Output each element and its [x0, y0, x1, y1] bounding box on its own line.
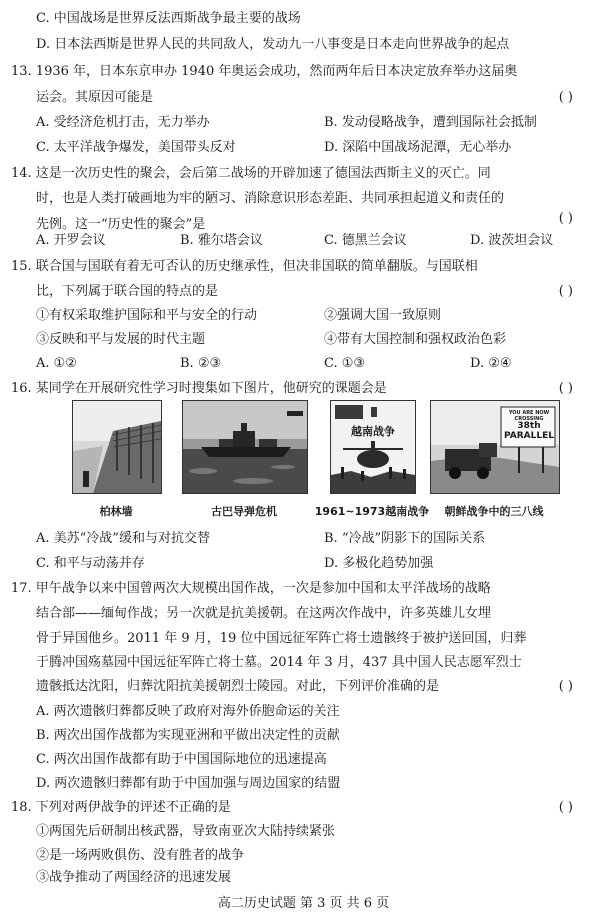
q15-answer-paren: ( ): [558, 284, 573, 299]
q15-stem-line-1: 15. 联合国与国联有着无可否认的历史继承性，但决非国联的简单翻版。与国联相: [11, 259, 478, 274]
caption-vietnam-war: 1961~1973越南战争: [314, 505, 430, 518]
q15-item-3: ③反映和平与发展的时代主题: [36, 332, 206, 347]
q12-option-d: D. 日本法西斯是世界人民的共同敌人，发动九一八事变是日本走向世界战争的起点: [36, 37, 510, 52]
q16-option-d: D. 多极化趋势加强: [324, 556, 434, 571]
q16-option-b: B. “冷战”阴影下的国际关系: [324, 531, 486, 546]
q18-item-1: ①两国先后研制出核武器，导致南亚次大陆持续紧张: [36, 824, 336, 839]
q17-stem-line-5: 遗骸抵达沈阳，归葬沈阳抗美援朝烈士陵园。对此，下列评价准确的是: [36, 679, 440, 694]
q15-option-c: C. ①③: [324, 356, 366, 371]
q16-stem: 16. 某同学在开展研究性学习时搜集如下图片，他研究的课题会是: [11, 381, 387, 396]
q15-item-1: ①有权采取维护国际和平与安全的行动: [36, 308, 258, 323]
q17-option-a: A. 两次遗骸归葬都反映了政府对海外侨胞命运的关注: [36, 704, 340, 719]
berlin-wall-photo: [72, 400, 162, 494]
caption-cuban-missile-crisis: 古巴导弹危机: [211, 505, 277, 518]
q14-option-d: D. 波茨坦会议: [470, 233, 554, 248]
q15-option-b: B. ②③: [180, 356, 222, 371]
q18-answer-paren: ( ): [558, 800, 573, 815]
q17-option-d: D. 两次遗骸归葬都有助于中国加强与周边国家的结盟: [36, 776, 341, 791]
q17-stem-line-1: 17. 甲午战争以来中国曾两次大规模出国作战，一次是参加中国和太平洋战场的战略: [11, 581, 491, 596]
q17-stem-line-4: 于腾冲国殇墓园中国远征军阵亡将士墓。2014 年 3 月，437 具中国人民志愿军烈士: [36, 655, 522, 670]
q17-answer-paren: ( ): [558, 679, 573, 694]
q14-option-c: C. 德黑兰会议: [324, 233, 407, 248]
q14-stem-line-2: 时，也是人类打破画地为牢的陋习、消除意识形态差距、共同承担起道义和责任的: [36, 191, 505, 206]
q17-option-c: C. 两次出国作战都有助于中国国际地位的迅速提高: [36, 752, 327, 767]
q13-stem-line-2: 运会。其原因可能是: [36, 90, 154, 105]
caption-korean-war: 朝鲜战争中的三八线: [444, 505, 544, 518]
q18-stem: 18. 下列对两伊战争的评述不正确的是: [11, 800, 231, 815]
q14-option-b: B. 雅尔塔会议: [180, 233, 263, 248]
q13-answer-paren: ( ): [558, 90, 573, 105]
q14-stem-line-1: 14. 这是一次历史性的聚会，会后第二战场的开辟加速了德国法西斯主义的灭亡。同: [11, 166, 491, 181]
q17-stem-line-2: 结合部——缅甸作战；另一次就是抗美援朝。在这两次作战中，许多英雄儿女埋: [36, 606, 492, 621]
q18-item-2: ②是一场两败俱伤、没有胜者的战争: [36, 848, 245, 863]
korea-sign-text-1: YOU ARE NOW CROSSING: [508, 410, 550, 422]
cuban-missile-crisis-photo: [182, 400, 308, 494]
q13-stem-line-1: 13. 1936 年，日本东京申办 1940 年奥运会成功，然而两年后日本决定放弃举办这届奥: [11, 64, 518, 79]
q14-answer-paren: ( ): [558, 211, 573, 226]
q15-option-a: A. ①②: [36, 356, 77, 371]
vietnam-photo-title: 越南战争: [351, 425, 395, 438]
q17-stem-line-3: 骨于异国他乡。2011 年 9 月，19 位中国远征军阵亡将士遗骸终于被护送回国，归葬: [36, 631, 527, 646]
q13-option-a: A. 受经济危机打击，无力举办: [36, 115, 210, 130]
q16-answer-paren: ( ): [558, 381, 573, 396]
q13-option-c: C. 太平洋战争爆发，美国带头反对: [36, 140, 236, 155]
q13-option-b: B. 发动侵略战争，遭到国际社会抵制: [324, 115, 537, 130]
page-footer: 高二历史试题 第 3 页 共 6 页: [217, 896, 390, 911]
q15-stem-line-2: 比，下列属于联合国的特点的是: [36, 284, 219, 299]
korea-sign-text-2: 38th PARALLEL: [504, 421, 554, 441]
q12-option-c: C. 中国战场是世界反法西斯战争最主要的战场: [36, 11, 301, 26]
caption-berlin-wall: 柏林墙: [99, 505, 133, 518]
q13-option-d: D. 深陷中国战场泥潭，无心举办: [324, 140, 512, 155]
vietnam-war-photo: [330, 400, 416, 494]
q15-item-4: ④带有大国控制和强权政治色彩: [324, 332, 507, 347]
q17-option-b: B. 两次出国作战都为实现亚洲和平做出决定性的贡献: [36, 728, 340, 743]
q16-option-a: A. 美苏“冷战”缓和与对抗交替: [36, 531, 210, 546]
q15-item-2: ②强调大国一致原则: [324, 308, 442, 323]
q16-option-c: C. 和平与动荡并存: [36, 556, 145, 571]
q18-item-3: ③战争推动了两国经济的迅速发展: [36, 870, 232, 885]
q14-option-a: A. 开罗会议: [36, 233, 106, 248]
q14-stem-line-3: 先例。这一“历史性的聚会”是: [36, 217, 206, 232]
q15-option-d: D. ②④: [470, 356, 512, 371]
korean-war-38th-parallel-photo: [430, 400, 560, 494]
